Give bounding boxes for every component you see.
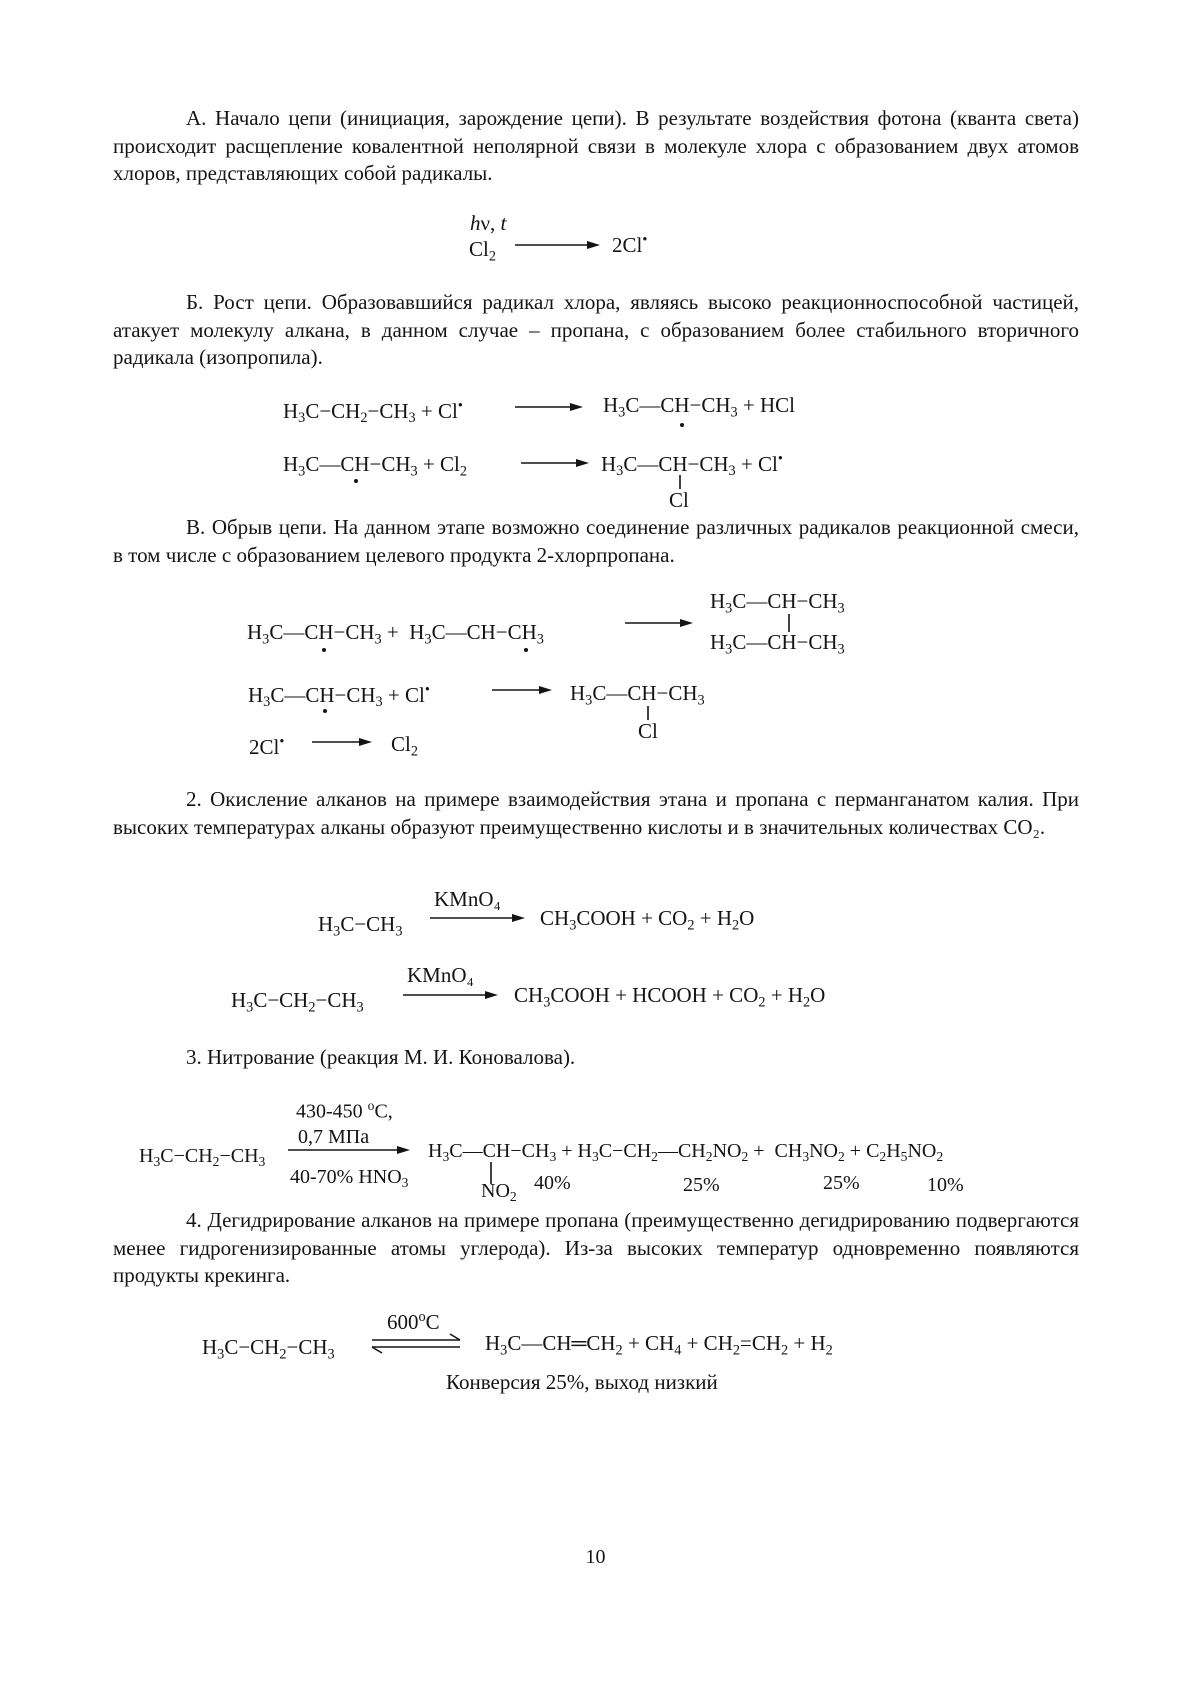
product-2-chloropropane: $H_3C—CH-CH_3$ bbox=[570, 681, 705, 709]
products-nitration: $H_3C—CH-CH_3$ + $H_3C-CH_2—CH_2NO_2 + CH_3NO_2 + C_2H_5NO_2$ bbox=[428, 1140, 944, 1165]
bond-line bbox=[678, 475, 682, 489]
reaction-arrow bbox=[521, 458, 589, 468]
substituent-cl: Cl bbox=[669, 488, 689, 512]
reaction-arrow bbox=[515, 240, 600, 250]
product-oxidation-ethane: $CH_3COOH + CO_2 + H_2O$ bbox=[540, 906, 755, 934]
products-dehydrogenation: $H_3C—CH═CH_2 + CH_4 + CH_2=CH_2 + H_2$ bbox=[485, 1331, 833, 1359]
product-2-chloropropane-cl: $H_3C—CH-CH_3 + Cl^•$ bbox=[601, 451, 783, 480]
product-cl2: $Cl_2$ bbox=[391, 732, 418, 760]
page-number: 10 bbox=[585, 1546, 606, 1568]
condition-nu: ν, bbox=[480, 211, 501, 235]
condition-kmno4: KMnO₄ bbox=[434, 887, 501, 911]
substituent-cl: Cl bbox=[638, 719, 658, 743]
reaction-arrow bbox=[403, 990, 498, 1000]
yield-nitromethane: 25% bbox=[823, 1172, 860, 1194]
condition-pressure: 0,7 МПа bbox=[298, 1126, 370, 1148]
reactant-propane: $H_3C-CH_2-CH_3$ bbox=[139, 1145, 266, 1170]
paragraph-chain-growth: Б. Рост цепи. Образовавшийся радикал хлора, являясь высоко реакционноспособной частицей, атакует молекулу алкана, в данном случае – пропана, с образованием более стабильного вторичного радикала (изопропила). bbox=[113, 290, 1079, 369]
reactant-propane: $H_3C-CH_2-CH_3 + Cl^•$ bbox=[283, 398, 463, 427]
product-dimer-top: $H_3C—CH-CH_3$ bbox=[710, 589, 845, 617]
reaction-arrow bbox=[312, 737, 372, 747]
reactant-isopropyl-cl2: $H_3C—CH-CH_3 + Cl_2$ bbox=[283, 452, 467, 480]
reactant-propane: $H_3C-CH_2-CH_3$ bbox=[202, 1335, 335, 1363]
product-isopropyl-hcl: $H_3C—CH-CH_3$ + HCl bbox=[603, 393, 796, 421]
condition-kmno4: KMnO₄ bbox=[407, 963, 474, 987]
product-oxidation-propane: $CH_3COOH$ + HCOOH + $CO_2 + H_2O$ bbox=[514, 983, 826, 1011]
condition-hno3: 40-70% $HNO_3$ bbox=[290, 1166, 409, 1191]
reaction-arrow bbox=[625, 618, 693, 628]
radical-dot bbox=[323, 709, 327, 713]
radical-dot bbox=[680, 423, 684, 427]
reaction-arrow bbox=[288, 1145, 410, 1155]
bond-line bbox=[646, 706, 650, 720]
conversion-note: Конверсия 25%, выход низкий bbox=[446, 1370, 718, 1394]
reactant-ethane: $H_3C-CH_3$ bbox=[318, 912, 403, 940]
yield-1-nitropropane: 25% bbox=[683, 1174, 720, 1196]
product-2cl-radical: 2Cl• bbox=[612, 232, 648, 257]
reaction-arrow bbox=[492, 685, 552, 695]
equilibrium-arrow bbox=[372, 1337, 460, 1351]
reactant-propane: $H_3C-CH_2-CH_3$ bbox=[231, 988, 364, 1016]
product-dimer-bottom: $H_3C—CH-CH_3$ bbox=[710, 630, 845, 658]
reaction-arrow bbox=[430, 913, 525, 923]
radical-dot bbox=[354, 479, 358, 483]
paragraph-nitration: 3. Нитрование (реакция М. И. Коновалова). bbox=[186, 1045, 576, 1069]
reactant-isopropyl-pair: $H_3C—CH-CH_3$ + $H_3C—CH-CH_3$ bbox=[247, 620, 544, 648]
radical-dot bbox=[524, 648, 528, 652]
condition-hv-t: hν, t bbox=[470, 211, 507, 235]
condition-600c: 600$^o$C bbox=[387, 1309, 440, 1334]
radical-dot bbox=[322, 648, 326, 652]
paragraph-dehydrogenation: 4. Дегидрирование алканов на примере пропана (преимущественно дегидрированию подвергаются менее гидрогенизированные атомы углерода). Из-за высоких температур одновременно появляются продукты крекинга. bbox=[113, 1208, 1079, 1287]
yield-nitroethane: 10% bbox=[927, 1174, 964, 1196]
paragraph-chain-termination: В. Обрыв цепи. На данном этапе возможно соединение различных радикалов реакционной смеси, в том числе с образованием целевого продукта 2-хлорпропана. bbox=[113, 515, 1079, 567]
paragraph-chain-initiation: А. Начало цепи (инициация, зарождение цепи). В результате воздействия фотона (кванта света) происходит расщепление ковалентной неполярной связи в молекуле хлора с образованием двух атомов хлоров, представляющих собой радикалы. bbox=[113, 106, 1079, 185]
paragraph-oxidation: 2. Окисление алканов на примере взаимодействия этана и пропана с перманганатом калия. При высоких температурах алканы образуют преимущественно кислоты и в значительных количествах CO₂. bbox=[113, 787, 1079, 839]
condition-temperature: 430-450 $^o$C, bbox=[296, 1098, 393, 1123]
reactant-cl2: $Cl_2$ bbox=[469, 237, 496, 265]
reaction-arrow bbox=[515, 402, 583, 412]
yield-2-nitropropane: 40% bbox=[534, 1172, 571, 1194]
substituent-no2: $NO_2$ bbox=[481, 1180, 517, 1205]
reactant-2cl-radical: 2Cl• bbox=[249, 734, 285, 759]
reactant-isopropyl-cl: $H_3C—CH-CH_3 + Cl^•$ bbox=[248, 682, 430, 711]
